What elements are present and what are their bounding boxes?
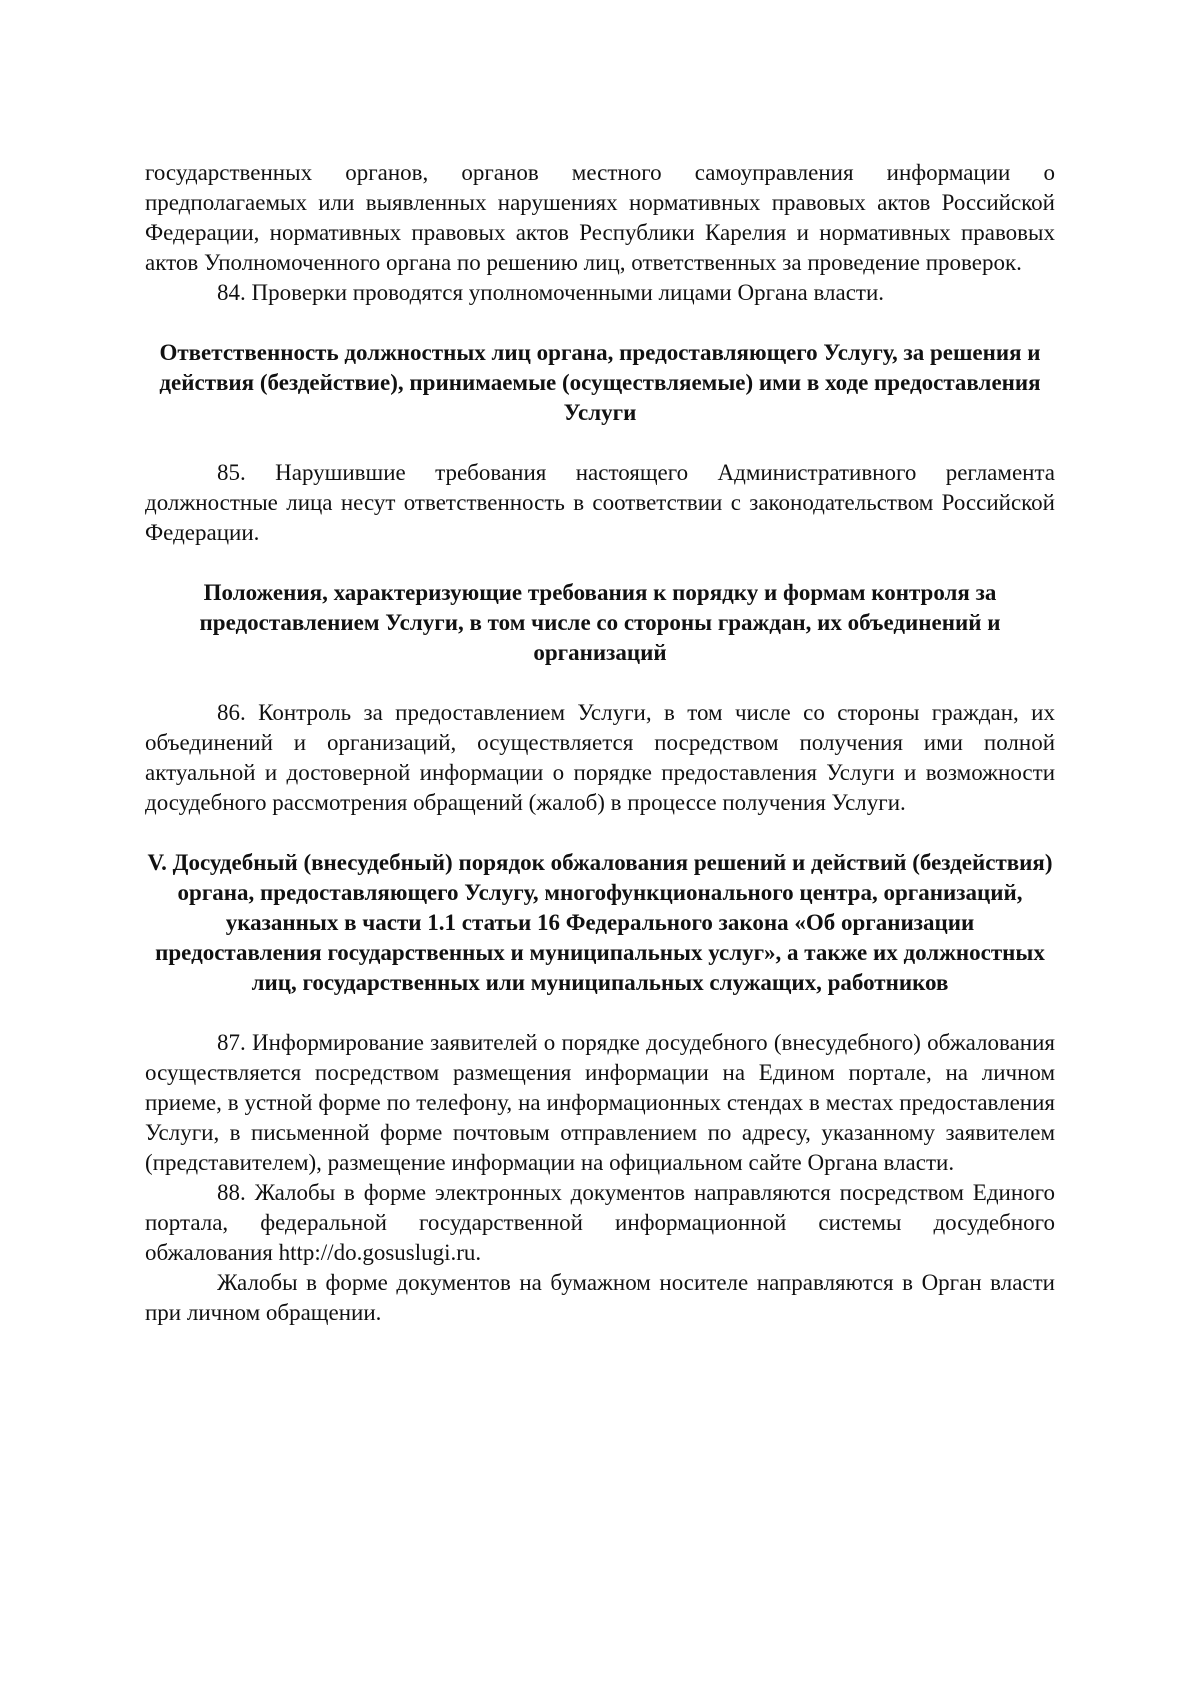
spacer [145, 308, 1055, 338]
section-heading-control: Положения, характеризующие требования к порядку и формам контроля за предоставлением Услуги, в том числе со стороны граждан, их объединений и организаций [199, 580, 1001, 665]
paragraph-continuation: государственных органов, органов местного самоуправления информации о предполагаемых или выявленных нарушениях нормативных правовых актов Российской Федерации, нормативных правовых актов Республики Карелия и нормативных правовых актов Уполномоченного органа по решению лиц, ответственных за проведение проверок. [145, 160, 1055, 275]
paragraph-85: 85. Нарушившие требования настоящего Административного регламента должностные лица несут ответственность в соответствии с законодательством Российской Федерации. [145, 460, 1055, 545]
paragraph-84: 84. Проверки проводятся уполномоченными лицами Органа власти. [217, 280, 885, 305]
spacer [145, 548, 1055, 578]
paragraph-88-paper: Жалобы в форме документов на бумажном носителе направляются в Орган власти при личном обращении. [145, 1270, 1055, 1325]
spacer [145, 998, 1055, 1028]
spacer [145, 668, 1055, 698]
section-heading-responsibility: Ответственность должностных лиц органа, предоставляющего Услугу, за решения и действия (бездействие), принимаемые (осуществляемые) ими в ходе предоставления Услуги [159, 340, 1041, 425]
paragraph-87: 87. Информирование заявителей о порядке досудебного (внесудебного) обжалования осуществляется посредством размещения информации на Едином портале, на личном приеме, в устной форме по телефону, на информационных стендах в местах предоставления Услуги, в письменной форме почтовым отправлением по адресу, указанному заявителем (представителем), размещение информации на официальном сайте Органа власти. [145, 1030, 1055, 1175]
paragraph-88: 88. Жалобы в форме электронных документов направляются посредством Единого портала, федеральной государственной информационной системы досудебного обжалования http://do.gosuslugi.ru. [145, 1180, 1055, 1265]
paragraph-86: 86. Контроль за предоставлением Услуги, в том числе со стороны граждан, их объединений и организаций, осуществляется посредством получения ими полной актуальной и достоверной информации о порядке предоставления Услуги и возможности досудебного рассмотрения обращений (жалоб) в процессе получения Услуги. [145, 700, 1055, 815]
spacer [145, 818, 1055, 848]
section-heading-v: V. Досудебный (внесудебный) порядок обжалования решений и действий (бездействия) органа, предоставляющего Услугу, многофункционального центра, организаций, указанных в части 1.1 статьи 16 Федерального закона «Об организации предоставления государственных и муниципальных услуг», а также их должностных лиц, государственных или муниципальных служащих, работников [147, 850, 1053, 995]
spacer [145, 428, 1055, 458]
